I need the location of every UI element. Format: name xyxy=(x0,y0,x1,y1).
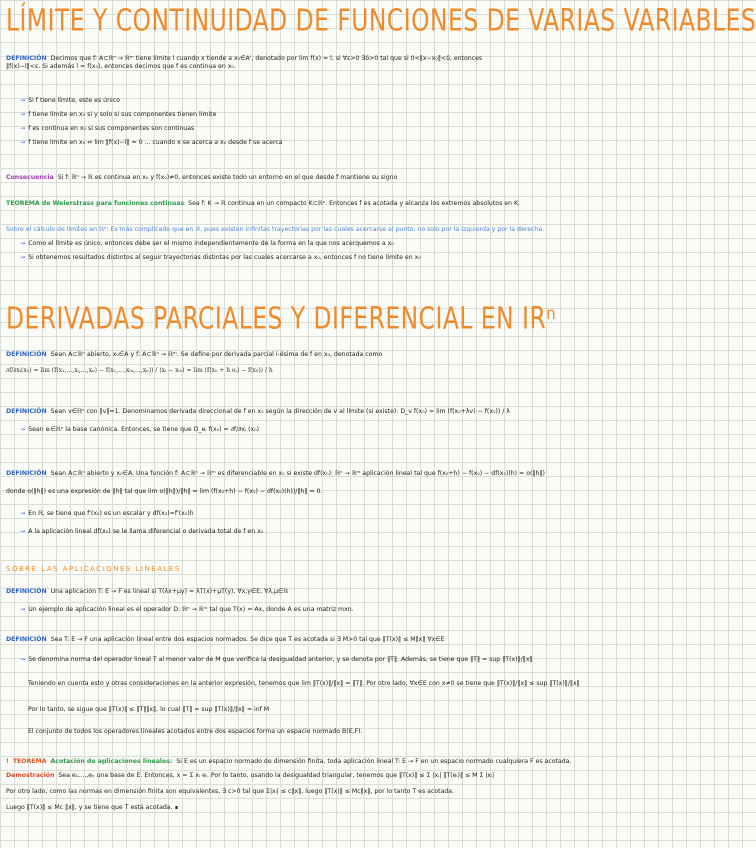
definition-label: DEFINICIÓN xyxy=(6,351,47,358)
definition-text: Decimos que f: A⊂ℝⁿ → ℝᵐ tiene límite l cuando x tiende a x₀∈A', denotado por lim f(x) = l, si ∀ε>0 ∃δ>0 tal que si 0<‖x−x₀‖<δ, entonces xyxy=(50,55,483,62)
proof-text: Sea e₁,…,eₙ una base de E. Entonces, x = Σ xᵢ eᵢ. Por lo tanto, usando la desigualdad triangular, tenemos que ‖T(x)‖ ≤ Σ |xᵢ| ‖T(eᵢ)‖ ≤ M Σ |xᵢ| xyxy=(58,772,495,779)
note-bullet: Si obtenemos resultados distintos al seguir trayectorias distintas por las cuales acercarse a x₀, entonces f no tiene límite en x₀ xyxy=(28,254,421,261)
arrow-icon: → xyxy=(20,528,26,535)
theorem-text: Si E es un espacio normado de dimensión finita, toda aplicación lineal T: E → F en un espacio normado cualquiera F es acotada. xyxy=(176,758,572,765)
proof-label: Demostración xyxy=(6,772,55,779)
definition-text: Sea T: E → F una aplicación lineal entre dos espacios normados. Se dice que T es acotada si ∃ M>0 tal que ‖T(x)‖ ≤ M‖x‖ ∀x∈E xyxy=(50,636,445,643)
bullet-item: Si f tiene límite, este es único xyxy=(28,97,120,104)
definition-bullet: Se denomina norma del operador lineal T al menor valor de M que verifica la desigualdad anterior, y se denota por ‖T‖. Además, se tiene que ‖T‖ = sup ‖T(x)‖/‖x‖ xyxy=(28,656,533,663)
arrow-icon: → xyxy=(20,240,26,247)
definition-label: DEFINICIÓN xyxy=(6,470,47,477)
consequence-text: Si f: ℝⁿ → ℝ es continua en x₀ y f(x₀)≠0, entonces existe todo un entorno en el que desde f mantiene su signo xyxy=(57,174,398,181)
definition-label: DEFINICIÓN xyxy=(6,408,47,415)
proof-text-cont: Por otro lado, como las normas en dimensión finita son equivalentes, ∃ c>0 tal que Σ|xᵢ| ≤ c‖x‖, luego ‖T(x)‖ ≤ Mc‖x‖, por lo tanto T es acotada. xyxy=(6,788,455,795)
theorem-label: TEOREMA xyxy=(12,758,47,765)
arrow-icon: → xyxy=(20,254,26,261)
bullet-item: f tiene límite en x₀ ⇔ lim ‖f(x)−l‖ = 0 ... cuando x se acerca a x₀ desde f se acerca xyxy=(28,139,283,146)
theorem-title: Acotación de aplicaciones lineales: xyxy=(50,758,173,765)
definition-text: Sean A⊂ℝⁿ abierto, x₀∈A y f: A⊂ℝⁿ → ℝᵐ. Se define por derivada parcial i-ésima de f en x₀, denotada como xyxy=(50,351,383,358)
paragraph-text: Por lo tanto, se sigue que ‖T(x)‖ ≤ ‖T‖‖x‖, lo cual ‖T‖ = sup ‖T(x)‖/‖x‖ = inf M xyxy=(28,706,270,713)
definition-text: Una aplicación T: E → F es lineal si T(λx+μy) = λT(x)+μT(y), ∀x,y∈E, ∀λ,μ∈ℝ xyxy=(50,588,289,595)
definition-label: DEFINICIÓN xyxy=(6,636,47,643)
title-limits: LÍMITE Y CONTINUIDAD DE FUNCIONES DE VARIAS VARIABLES xyxy=(6,4,756,39)
arrow-icon: → xyxy=(20,97,26,104)
note-bullet: Como el límite es único, entonces debe ser el mismo independientemente de la forma en la que nos acerquemos a x₀ xyxy=(28,240,394,247)
definition-text: Sean A⊂ℝⁿ abierto y x₀∈A. Una función f: A⊂ℝⁿ → ℝᵐ es diferenciable en x₀ si existe df(x₀): ℝⁿ → ℝᵐ aplicación lineal tal que f(x₀+h) − f(x₀) − df(x₀)(h) = o(‖h‖) xyxy=(50,470,545,477)
paragraph-text: Teniendo en cuenta esto y otras consideraciones en la anterior expresión, tenemos que lim ‖T(x)‖/‖x‖ = ‖T‖. Por otro lado, ∀x∈E con x≠0 se tiene que ‖T(x)‖/‖x‖ ≤ sup ‖T(x)‖/‖x‖ xyxy=(28,680,580,687)
partial-derivative-formula: ∂f/∂xᵢ(x₀) = lim (f(x₁,…,xᵢ,…,xₙ) − f(x₁,…,x₀ᵢ,…,xₙ)) / (xᵢ − x₀ᵢ) = lim (f(x₀ + h eᵢ) − f(x₀)) / h xyxy=(6,367,273,374)
theorem-text: Sea f: K → ℝ continua en un compacto K⊂ℝⁿ. Entonces f es acotada y alcanza los extremos absolutos en K. xyxy=(188,200,520,207)
paragraph-text: El conjunto de todos los operadores lineales acotados entre dos espacios forma un espacio normado B(E,F). xyxy=(28,728,363,735)
definition-text-cont: ‖f(x)−l‖<ε. Si además l = f(x₀), entonces decimos que f es continua en x₀. xyxy=(6,63,236,70)
definition-label: DEFINICIÓN xyxy=(6,55,47,62)
definition-bullet: A la aplicación lineal df(x₀) se le llama diferencial o derivada total de f en x₀ xyxy=(28,528,264,535)
definition-bullet: Sean eᵢ∈ℝⁿ la base canónica. Entonces, se tiene que D_eᵢ f(x₀) = ∂f/∂xᵢ (x₀) xyxy=(28,426,260,433)
bullet-item: f tiene límite en x₀ si y solo si sus componentes tienen límite xyxy=(28,111,217,118)
title-derivatives: DERIVADAS PARCIALES Y DIFERENCIAL EN IRⁿ xyxy=(6,302,557,337)
bullet-item: f es continua en x₀ si sus componentes son continuas xyxy=(28,125,195,132)
arrow-icon: → xyxy=(20,606,26,613)
arrow-icon: → xyxy=(20,139,26,146)
note-limits: Sobre el cálculo de límites en ℝⁿ: Es más complicado que en ℝ, pues existen infinitas trayectorias por las cuales acercarse al punto, no solo por la izquierda y por la derecha. xyxy=(6,226,545,233)
proof-text-end: Luego ‖T(x)‖ ≤ Mc ‖x‖, y se tiene que T está acotada. ∎ xyxy=(6,804,179,811)
arrow-icon: → xyxy=(20,426,26,433)
definition-bullet: Un ejemplo de aplicación lineal es el operador D: ℝⁿ → ℝᵐ tal que T(x) = Ax, donde A es una matriz mxn. xyxy=(28,606,354,613)
arrow-icon: → xyxy=(20,656,26,663)
consequence-label: Consecuencia xyxy=(6,174,54,181)
arrow-icon: → xyxy=(20,125,26,132)
arrow-icon: → xyxy=(20,111,26,118)
theorem-label: TEOREMA de Weierstrass para funciones continuas xyxy=(6,200,185,207)
definition-label: DEFINICIÓN xyxy=(6,588,47,595)
definition-text-cont: donde o(‖h‖) es una expresión de ‖h‖ tal que lim o(‖h‖)/‖h‖ = lim (f(x₀+h) − f(x₀) − df(x₀)(h))/‖h‖ = 0. xyxy=(6,488,323,495)
definition-text: Sean v∈ℝⁿ con ‖v‖=1. Denominamos derivada direccional de f en x₀ según la dirección de v al límite (si existe): D_v f(x₀) = lim (f(x₀+λv) − f(x₀)) / λ xyxy=(50,408,510,415)
definition-bullet: En ℝ, se tiene que f'(x₀) es un escalar y df(x₀)=f'(x₀)h xyxy=(28,510,194,517)
subheading-linear-maps: SOBRE LAS APLICACIONES LINEALES xyxy=(6,565,181,573)
arrow-icon: → xyxy=(20,510,26,517)
exclamation-icon: ! xyxy=(6,758,9,765)
